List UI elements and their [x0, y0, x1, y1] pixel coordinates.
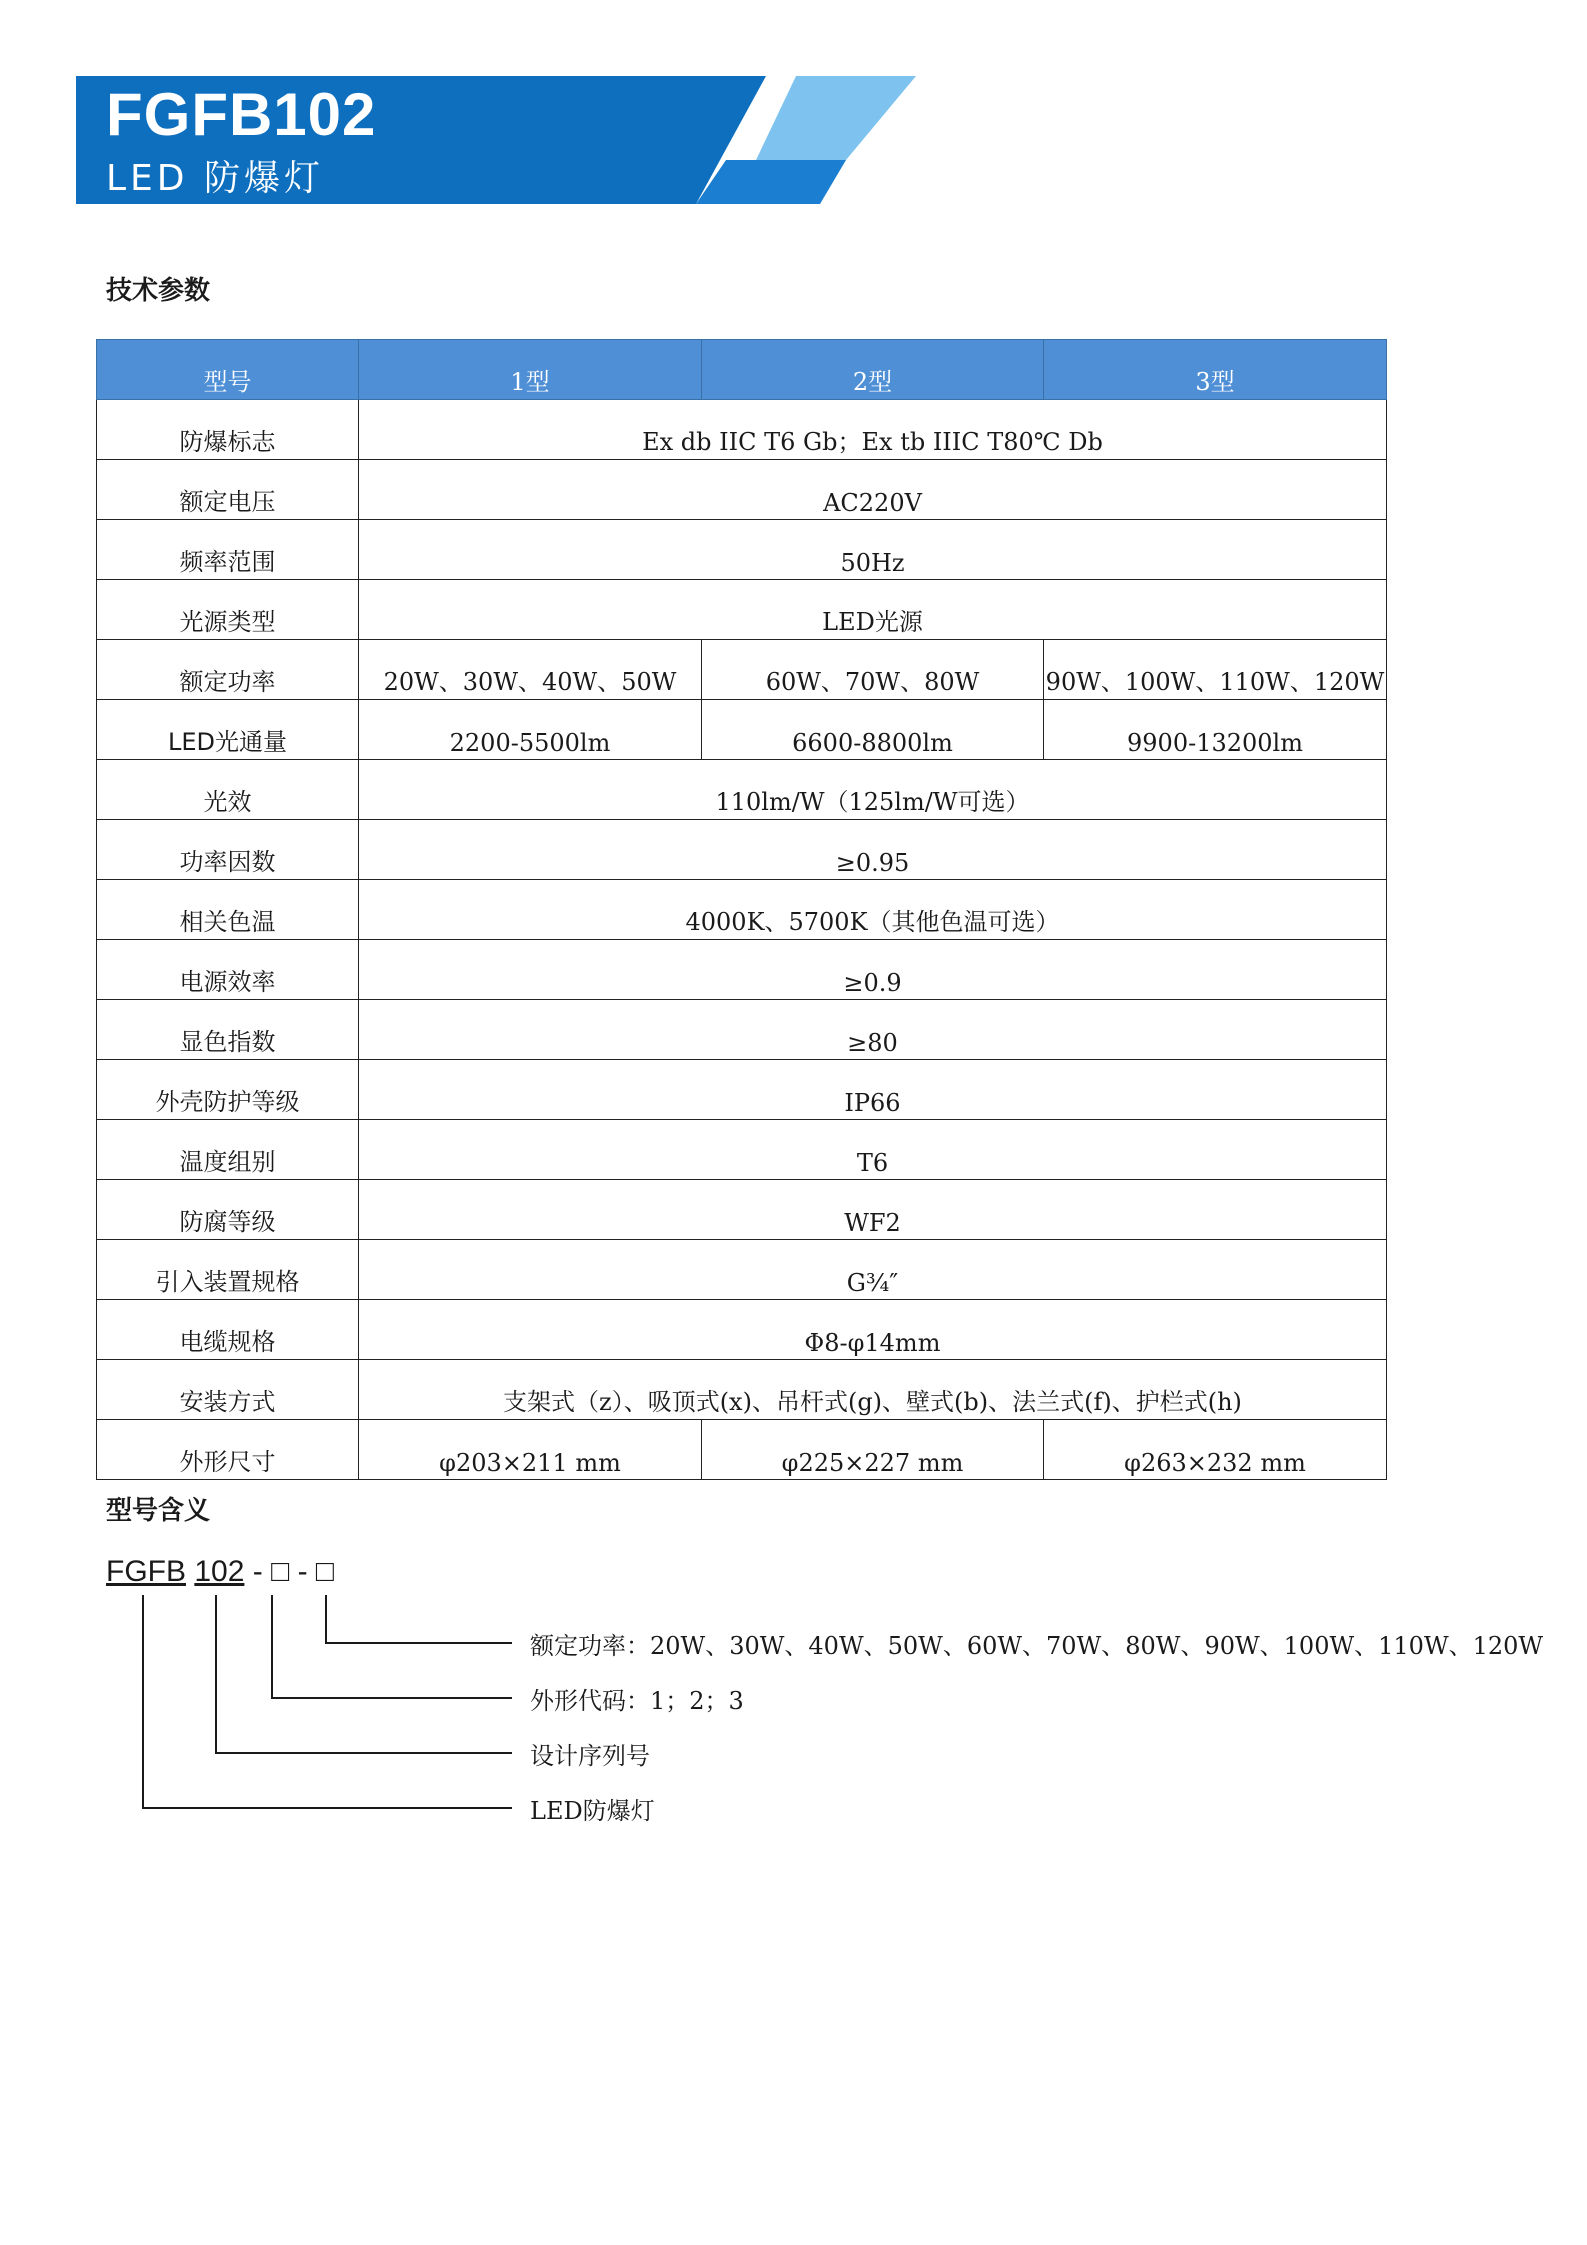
model-code	[106, 1555, 334, 1589]
row-value: AC220V	[359, 460, 1387, 520]
desc-shape-code: 外形代码：1；2；3	[530, 1687, 744, 1715]
code-box-power: □	[315, 1555, 335, 1588]
header-cell: 1型	[359, 340, 702, 400]
row-value: 110lm/W（125lm/W可选）	[359, 760, 1387, 820]
section-title-model-meaning: 型号含义	[106, 1496, 211, 1526]
row-label: 防爆标志	[97, 400, 359, 460]
leader-line-shape	[272, 1595, 512, 1698]
row-label: 光源类型	[97, 580, 359, 640]
row-label: 安装方式	[97, 1360, 359, 1420]
row-label: 额定电压	[97, 460, 359, 520]
code-box-shape: □	[271, 1555, 290, 1588]
table-row	[97, 1300, 1387, 1360]
spec-table	[96, 339, 1387, 1480]
row-value: 60W、70W、80W	[702, 640, 1044, 700]
desc-rated-power: 额定功率：20W、30W、40W、50W、60W、70W、80W、90W、100W、110W、120W	[530, 1632, 1544, 1660]
row-value: ≥0.95	[359, 820, 1387, 880]
table-row	[97, 580, 1387, 640]
table-row	[97, 520, 1387, 580]
row-label: LED光通量	[97, 700, 359, 760]
row-value: 支架式（z）、吸顶式(x)、吊杆式(g)、壁式(b)、法兰式(f)、护栏式(h)	[359, 1360, 1387, 1420]
table-row	[97, 1240, 1387, 1300]
table-row	[97, 940, 1387, 1000]
code-series: 102	[194, 1555, 245, 1588]
row-value: ≥80	[359, 1000, 1387, 1060]
table-header-row	[97, 340, 1387, 400]
row-label: 电缆规格	[97, 1300, 359, 1360]
product-model: FGFB102	[106, 81, 377, 148]
row-value: T6	[359, 1120, 1387, 1180]
leader-line-product	[143, 1595, 512, 1808]
row-label: 相关色温	[97, 880, 359, 940]
row-value: Ex db IIC T6 Gb；Ex tb IIIC T80℃ Db	[359, 400, 1387, 460]
desc-design-serial: 设计序列号	[530, 1742, 650, 1770]
row-value: 9900-13200lm	[1044, 700, 1387, 760]
table-row	[97, 460, 1387, 520]
row-value: 2200-5500lm	[359, 700, 702, 760]
header-cell: 型号	[97, 340, 359, 400]
row-value: 6600-8800lm	[702, 700, 1044, 760]
row-label: 电源效率	[97, 940, 359, 1000]
row-value: ≥0.9	[359, 940, 1387, 1000]
code-separator: -	[252, 1555, 263, 1588]
table-row	[97, 820, 1387, 880]
row-value: IP66	[359, 1060, 1387, 1120]
table-row	[97, 1060, 1387, 1120]
table-row	[97, 400, 1387, 460]
table-row	[97, 1360, 1387, 1420]
header-cell: 2型	[702, 340, 1044, 400]
table-row	[97, 640, 1387, 700]
row-label: 额定功率	[97, 640, 359, 700]
row-value: 4000K、5700K（其他色温可选）	[359, 880, 1387, 940]
row-label: 显色指数	[97, 1000, 359, 1060]
row-label: 功率因数	[97, 820, 359, 880]
code-separator: -	[297, 1555, 308, 1588]
table-row	[97, 760, 1387, 820]
row-label: 频率范围	[97, 520, 359, 580]
row-label: 温度组别	[97, 1120, 359, 1180]
row-value: φ225×227 mm	[702, 1420, 1044, 1480]
product-name: LED 防爆灯	[106, 158, 324, 199]
section-title-tech-params: 技术参数	[106, 276, 211, 306]
table-row	[97, 1120, 1387, 1180]
row-value: 20W、30W、40W、50W	[359, 640, 702, 700]
row-value: 50Hz	[359, 520, 1387, 580]
row-label: 外壳防护等级	[97, 1060, 359, 1120]
row-label: 引入装置规格	[97, 1240, 359, 1300]
code-prefix: FGFB	[106, 1555, 186, 1588]
table-row	[97, 1000, 1387, 1060]
header-cell: 3型	[1044, 340, 1387, 400]
row-value: 90W、100W、110W、120W	[1044, 640, 1387, 700]
row-value: LED光源	[359, 580, 1387, 640]
row-value: φ203×211 mm	[359, 1420, 702, 1480]
table-row	[97, 700, 1387, 760]
row-label: 光效	[97, 760, 359, 820]
row-value: φ263×232 mm	[1044, 1420, 1387, 1480]
row-value: Φ8-φ14mm	[359, 1300, 1387, 1360]
header-banner	[76, 76, 926, 204]
leader-line-series	[216, 1595, 512, 1753]
table-row	[97, 1180, 1387, 1240]
table-row	[97, 1420, 1387, 1480]
row-label: 外形尺寸	[97, 1420, 359, 1480]
leader-line-power	[326, 1595, 512, 1643]
table-row	[97, 880, 1387, 940]
desc-product: LED防爆灯	[530, 1797, 655, 1825]
row-value: WF2	[359, 1180, 1387, 1240]
row-value: G¾″	[359, 1240, 1387, 1300]
row-label: 防腐等级	[97, 1180, 359, 1240]
